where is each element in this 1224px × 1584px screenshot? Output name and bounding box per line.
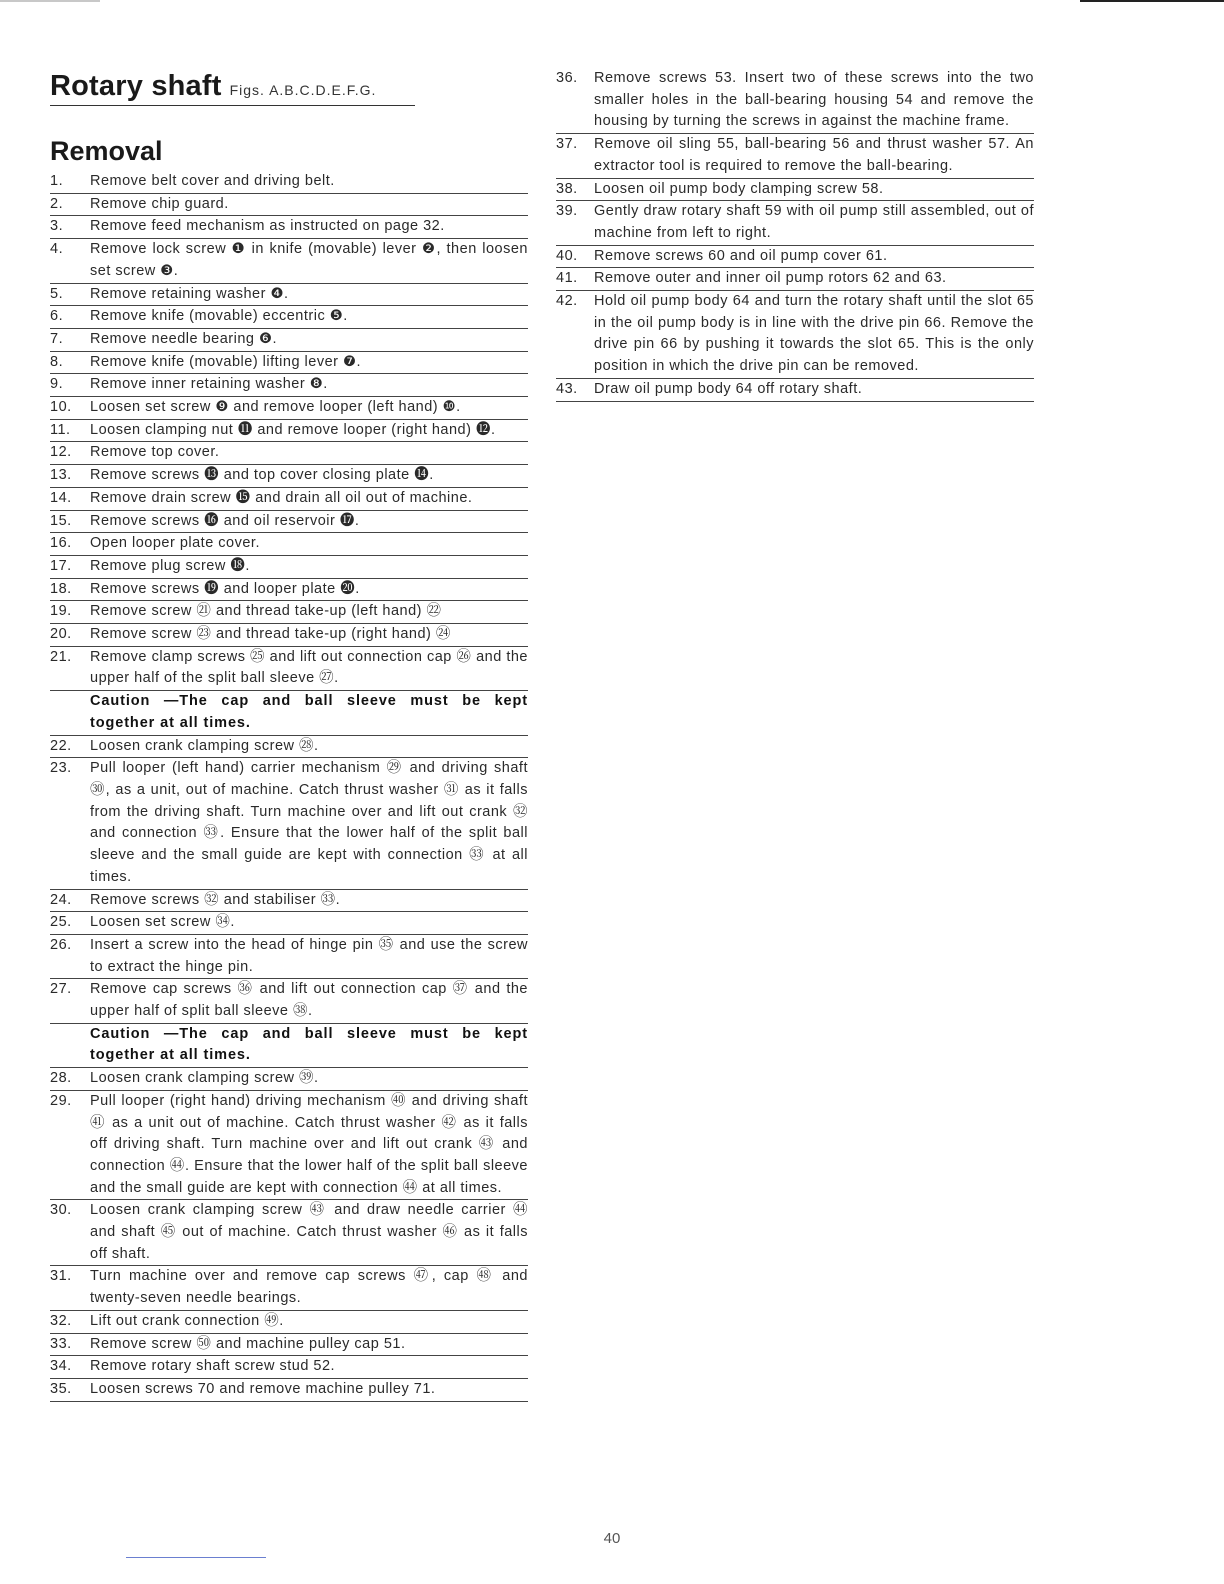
- step-text: Remove drain screw ⓯ and drain all oil out of machine.: [90, 489, 473, 506]
- step-number: 24.: [50, 891, 72, 908]
- step-item: [50, 397, 528, 420]
- step-item: [50, 329, 528, 352]
- step-text: Remove feed mechanism as instructed on page 32.: [90, 218, 445, 235]
- step-text: Remove screws 53. Insert two of these screws into the two smaller holes in the ball-bearing housing 54 and remove the housing by turning the screws in against the machine frame.: [594, 70, 1034, 130]
- step-item: [50, 352, 528, 375]
- step-item: [556, 201, 1034, 245]
- step-number: 41.: [556, 270, 578, 287]
- step-number: 22.: [50, 737, 72, 754]
- step-number: 33.: [50, 1335, 72, 1352]
- step-item: [556, 268, 1034, 291]
- step-number: 9.: [50, 376, 64, 393]
- page-title: Rotary shaft: [50, 70, 222, 102]
- step-text: Lift out crank connection ㊾.: [90, 1312, 284, 1329]
- step-text: Remove belt cover and driving belt.: [90, 173, 335, 189]
- section-subtitle: Removal: [50, 136, 163, 166]
- step-text: Loosen crank clamping screw ㊴.: [90, 1070, 319, 1087]
- step-number: 31.: [50, 1268, 72, 1285]
- step-text: Loosen screws 70 and remove machine pulley 71.: [90, 1380, 436, 1397]
- step-number: 26.: [50, 936, 72, 953]
- step-text: Caution —The cap and ball sleeve must be kept together at all times.: [90, 1025, 528, 1064]
- step-number: 35.: [50, 1380, 72, 1397]
- step-item: [50, 1200, 528, 1266]
- step-number: 43.: [556, 380, 578, 397]
- step-text: Caution —The cap and ball sleeve must be kept together at all times.: [90, 693, 528, 731]
- step-item: [50, 420, 528, 443]
- step-item: [50, 1311, 528, 1334]
- step-number: 6.: [50, 308, 64, 325]
- step-item: [50, 1334, 528, 1357]
- step-number: 25.: [50, 914, 72, 931]
- step-item: [50, 624, 528, 647]
- step-text: Loosen clamping nut ⓫ and remove looper (right hand) ⓬.: [90, 421, 496, 438]
- step-number: 15.: [50, 512, 72, 529]
- footer-rule: [126, 1557, 266, 1558]
- step-item: [50, 556, 528, 579]
- step-number: 27.: [50, 981, 72, 998]
- step-text: Remove screw ㉑ and thread take-up (left hand) ㉒: [90, 603, 442, 620]
- step-text: Remove screws ⓳ and looper plate ⓴.: [90, 580, 360, 597]
- step-item: [50, 890, 528, 913]
- step-item: [50, 912, 528, 935]
- step-number: 29.: [50, 1092, 72, 1109]
- step-item: [50, 1266, 528, 1310]
- step-number: 37.: [556, 136, 578, 153]
- removal-steps-left: [50, 171, 528, 1402]
- step-text: Remove cap screws ㊱ and lift out connection cap ㊲ and the upper half of split ball sleeve ㊳.: [90, 981, 528, 1020]
- step-text: Remove chip guard.: [90, 195, 229, 212]
- step-text: Pull looper (right hand) driving mechanism ㊵ and driving shaft ㊶ as a unit out of machine. Catch thrust washer ㊷ as it falls off driving shaft. Turn machine over and lift out crank ㊸ and connection ㊹. Ensure that the lower half of the split ball sleeve and the small guide are kept with connection ㊹ at all times.: [90, 1092, 528, 1196]
- step-number: 32.: [50, 1312, 72, 1329]
- step-text: Remove outer and inner oil pump rotors 62 and 63.: [594, 270, 947, 287]
- step-number: 36.: [556, 70, 578, 86]
- step-number: 21.: [50, 648, 72, 665]
- step-number: 20.: [50, 626, 72, 643]
- step-item: [50, 579, 528, 602]
- step-number: 40.: [556, 247, 578, 264]
- step-number: 39.: [556, 203, 578, 220]
- step-item: [556, 246, 1034, 269]
- step-item: [50, 1356, 528, 1379]
- step-text: Remove needle bearing ❻.: [90, 330, 278, 347]
- step-number: 14.: [50, 489, 72, 506]
- step-item: [50, 935, 528, 979]
- step-item: [50, 1068, 528, 1091]
- step-text: Turn machine over and remove cap screws ㊼, cap ㊽ and twenty-seven needle bearings.: [90, 1268, 528, 1307]
- step-item: [556, 291, 1034, 379]
- step-text: Gently draw rotary shaft 59 with oil pump still assembled, out of machine from left to right.: [594, 203, 1034, 241]
- step-text: Loosen set screw ❾ and remove looper (left hand) ❿.: [90, 399, 461, 416]
- caution-note: [50, 1024, 528, 1068]
- step-number: 4.: [50, 241, 64, 258]
- step-text: Remove screw ㉓ and thread take-up (right hand) ㉔: [90, 626, 451, 643]
- step-text: Remove screws 60 and oil pump cover 61.: [594, 247, 888, 264]
- step-text: Remove screws ㉜ and stabiliser ㉝.: [90, 891, 341, 908]
- removal-steps-right: [556, 68, 1034, 402]
- step-number: 5.: [50, 285, 64, 302]
- step-number: 19.: [50, 603, 72, 620]
- step-item: [556, 68, 1034, 134]
- step-item: [50, 306, 528, 329]
- section-header: [50, 70, 415, 106]
- step-text: Loosen crank clamping screw ㊸ and draw needle carrier ㊹ and shaft ㊺ out of machine. Catch thrust washer ㊻ as it falls off shaft.: [90, 1202, 528, 1262]
- step-number: 13.: [50, 467, 72, 484]
- step-number: 23.: [50, 760, 72, 777]
- step-text: Remove screws ⓭ and top cover closing plate ⓮.: [90, 467, 434, 484]
- step-text: Loosen crank clamping screw ㉘.: [90, 737, 319, 754]
- step-item: [50, 239, 528, 283]
- step-number: 42.: [556, 293, 578, 310]
- step-text: Remove inner retaining washer ❽.: [90, 376, 328, 393]
- step-text: Remove screws ⓰ and oil reservoir ⓱.: [90, 512, 360, 529]
- step-item: [50, 511, 528, 534]
- step-number: 12.: [50, 444, 72, 461]
- step-number: 3.: [50, 218, 64, 235]
- step-number: 30.: [50, 1202, 72, 1219]
- step-item: [50, 465, 528, 488]
- step-item: [50, 488, 528, 511]
- step-number: 17.: [50, 557, 72, 574]
- step-number: [50, 691, 90, 734]
- step-number: 2.: [50, 195, 64, 212]
- step-text: Loosen oil pump body clamping screw 58.: [594, 180, 884, 197]
- step-item: [50, 758, 528, 889]
- step-item: [50, 736, 528, 759]
- step-number: 28.: [50, 1070, 72, 1087]
- step-text: Remove knife (movable) eccentric ❺.: [90, 308, 348, 325]
- step-item: [50, 374, 528, 397]
- step-item: [50, 171, 528, 194]
- step-number: 7.: [50, 330, 64, 347]
- step-number: 8.: [50, 353, 64, 370]
- step-item: [556, 179, 1034, 202]
- step-text: Draw oil pump body 64 off rotary shaft.: [594, 380, 863, 397]
- figures-reference: Figs. A.B.C.D.E.F.G.: [229, 82, 377, 98]
- step-text: Open looper plate cover.: [90, 535, 260, 552]
- step-number: 18.: [50, 580, 72, 597]
- step-text: Remove lock screw ❶ in knife (movable) lever ❷, then loosen set screw ❸.: [90, 241, 528, 279]
- step-item: [50, 533, 528, 556]
- step-item: [50, 216, 528, 239]
- step-item: [50, 194, 528, 217]
- step-item: [50, 601, 528, 624]
- step-text: Remove plug screw ⓲.: [90, 557, 250, 574]
- step-text: Remove top cover.: [90, 444, 220, 461]
- step-text: Remove oil sling 55, ball-bearing 56 and thrust washer 57. An extractor tool is required to remove the ball-bearing.: [594, 136, 1034, 174]
- step-text: Loosen set screw ㉞.: [90, 914, 235, 931]
- step-item: [50, 442, 528, 465]
- step-number: [50, 1024, 90, 1067]
- step-number: 10.: [50, 399, 72, 416]
- step-item: [50, 1379, 528, 1402]
- step-number: 38.: [556, 180, 578, 197]
- step-item: [50, 979, 528, 1023]
- top-rule: [0, 0, 1224, 2]
- step-number: 11.: [50, 421, 71, 438]
- page-number: 40: [603, 1530, 621, 1547]
- step-text: Insert a screw into the head of hinge pin ㉟ and use the screw to extract the hinge pin.: [90, 936, 528, 975]
- step-text: Remove knife (movable) lifting lever ❼.: [90, 353, 362, 370]
- step-item: [50, 284, 528, 307]
- step-number: 1.: [50, 173, 64, 189]
- step-item: [50, 1091, 528, 1201]
- step-text: Remove screw ㊿ and machine pulley cap 51.: [90, 1335, 406, 1352]
- step-item: [556, 134, 1034, 178]
- step-text: Remove clamp screws ㉕ and lift out connection cap ㉖ and the upper half of the split ball sleeve ㉗.: [90, 648, 528, 687]
- step-text: Remove rotary shaft screw stud 52.: [90, 1358, 336, 1375]
- caution-note: [50, 691, 528, 735]
- step-number: 16.: [50, 535, 72, 552]
- step-item: [556, 379, 1034, 402]
- step-text: Pull looper (left hand) carrier mechanism ㉙ and driving shaft ㉚, as a unit, out of machine. Catch thrust washer ㉛ as it falls from the driving shaft. Turn machine over and lift out crank ㉜ and connection ㉝. Ensure that the lower half of the split ball sleeve and the small guide are kept with connection ㉝ at all times.: [90, 760, 528, 885]
- step-text: Remove retaining washer ❹.: [90, 285, 289, 302]
- step-item: [50, 647, 528, 691]
- step-number: 34.: [50, 1358, 72, 1375]
- step-text: Hold oil pump body 64 and turn the rotary shaft until the slot 65 in the oil pump body is in line with the drive pin 66. Remove the drive pin 66 by pushing it towards the slot 65. This is the only position in which the drive pin can be removed.: [594, 293, 1034, 375]
